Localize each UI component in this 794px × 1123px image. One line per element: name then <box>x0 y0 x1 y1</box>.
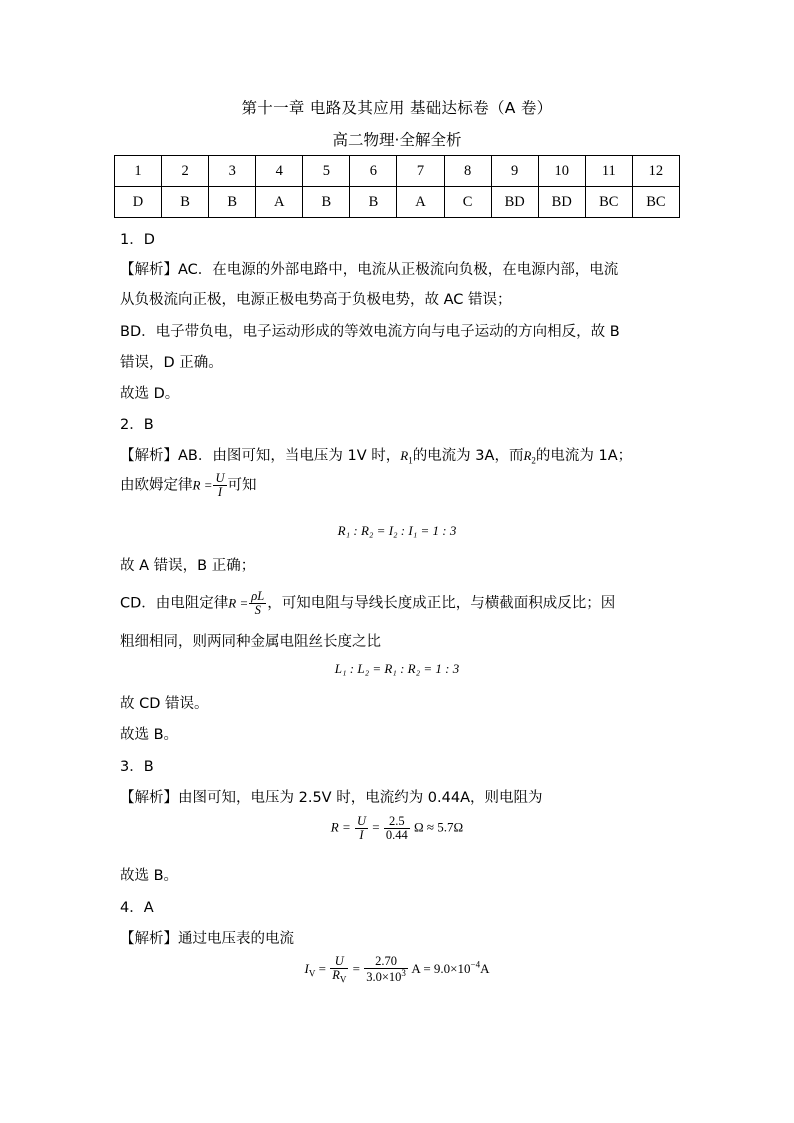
q4-eq-rhs-unit: A <box>480 961 490 977</box>
question-number-cell: 5 <box>303 156 350 187</box>
q2-paragraph-3: 故 A 错误，B 正确； <box>120 558 256 574</box>
q4-eq-denominator-1 <box>330 969 348 985</box>
q3-eq-equals: = <box>372 819 380 835</box>
q2-paragraph-6: 故 CD 错误。 <box>120 696 209 712</box>
answer-cell: B <box>162 187 209 218</box>
page-subtitle: 高二物理·全解全析 <box>332 131 462 149</box>
q2-p2-text-a: 由欧姆定律 <box>120 477 193 494</box>
q2-heading: 2．B <box>120 417 154 433</box>
q2-r1-letter: R <box>400 448 409 463</box>
q2-resistivity-denominator: S <box>254 603 261 618</box>
q2-r2-letter: R <box>523 448 532 463</box>
q2-ohm-numerator: U <box>215 471 225 485</box>
q2-r2-symbol <box>523 448 536 466</box>
q4-eq-denominator-1-letter: R <box>332 968 340 983</box>
q3-heading: 3．B <box>120 759 154 775</box>
answer-cell: B <box>350 187 397 218</box>
question-number-cell: 2 <box>162 156 209 187</box>
question-number-cell: 3 <box>209 156 256 187</box>
q3-eq-denominator-1: I <box>359 828 364 843</box>
q4-eq-denominator-1-subscript: V <box>339 974 347 985</box>
q2-paragraph-4 <box>120 590 615 617</box>
q2-paragraph-1 <box>120 444 632 466</box>
q3-equation <box>0 815 794 842</box>
question-number-cell: 9 <box>491 156 538 187</box>
answer-table-number-row <box>115 156 680 187</box>
q4-eq-fraction-1 <box>330 955 348 985</box>
answer-cell: BC <box>632 187 679 218</box>
answer-cell: BD <box>491 187 538 218</box>
answer-cell: C <box>444 187 491 218</box>
q1-paragraph-4: 错误，D 正确。 <box>120 355 223 371</box>
q4-eq-lhs <box>304 961 316 979</box>
q3-eq-fraction-2 <box>384 815 410 842</box>
q3-eq-numerator-1: U <box>357 814 367 828</box>
answer-table-answer-row <box>115 187 680 218</box>
q2-r2-subscript: 2 <box>531 455 536 466</box>
q4-eq-fraction-2 <box>364 955 408 984</box>
q2-p4-text-a: CD．由电阻定律 <box>120 595 229 612</box>
question-number-cell: 4 <box>256 156 303 187</box>
q2-paragraph-5: 粗细相同，则两同种金属电阻丝长度之比 <box>120 634 381 650</box>
page-title: 第十一章 电路及其应用 基础达标卷（A 卷） <box>241 99 553 117</box>
q4-equation <box>0 955 794 985</box>
q2-resistivity-fraction <box>249 590 266 617</box>
q4-eq-denominator-2-exponent: 3 <box>401 968 406 979</box>
q1-paragraph-3: BD．电子带负电，电子运动形成的等效电流方向与电子运动的方向相反，故 B <box>120 324 620 340</box>
q1-paragraph-2: 从负极流向正极，电源正极电势高于负极电势，故 AC 错误； <box>120 292 512 308</box>
q3-eq-fraction-1 <box>355 815 368 842</box>
q2-equation-2: L₁ : L₂ = R₁ : R₂ = 1 : 3 <box>334 661 460 676</box>
q2-p1-text-b: 的电流为 3A，而 <box>412 448 524 464</box>
question-number-cell: 6 <box>350 156 397 187</box>
q2-p1-text-a: 【解析】AB．由图可知，当电压为 1V 时， <box>120 448 401 464</box>
q3-paragraph-1: 【解析】由图可知，电压为 2.5V 时，电流约为 0.44A，则电阻为 <box>120 790 543 806</box>
q4-eq-denominator-2 <box>364 969 408 984</box>
q2-ohm-fraction <box>213 472 226 499</box>
q1-conclusion: 故选 D。 <box>120 386 180 402</box>
question-number-cell: 10 <box>538 156 585 187</box>
q2-r1-subscript: 1 <box>408 455 413 466</box>
q2-p2-text-b: 可知 <box>227 477 257 494</box>
q1-heading: 1．D <box>120 232 155 248</box>
question-number-cell: 8 <box>444 156 491 187</box>
q2-paragraph-2 <box>120 472 257 499</box>
q3-conclusion: 故选 B。 <box>120 868 179 884</box>
answer-cell: B <box>303 187 350 218</box>
q2-r1-symbol <box>400 448 413 466</box>
q3-eq-lhs: R = <box>330 819 351 835</box>
q4-eq-lhs-letter: I <box>304 961 309 977</box>
q4-eq-lhs-subscript: V <box>308 968 316 979</box>
q2-ohm-denominator: I <box>217 485 223 500</box>
q2-p4-text-b: ，可知电阻与导线长度成正比，与横截面积成反比；因 <box>267 595 616 612</box>
q4-eq-rhs-exponent: −4 <box>470 959 481 970</box>
answer-cell: A <box>397 187 444 218</box>
question-number-cell: 7 <box>397 156 444 187</box>
question-number-cell: 11 <box>585 156 632 187</box>
q2-ohm-lhs: R = <box>192 477 213 493</box>
q2-p1-text-c: 的电流为 1A； <box>535 448 633 464</box>
q2-resistivity-numerator: ρL <box>251 589 265 603</box>
answer-cell: BC <box>585 187 632 218</box>
question-number-cell: 1 <box>115 156 162 187</box>
q2-resistivity-lhs: R = <box>228 595 249 611</box>
q3-eq-rhs: Ω ≈ 5.7Ω <box>414 819 464 835</box>
q3-eq-numerator-2: 2.5 <box>384 815 410 829</box>
answer-table <box>114 155 680 218</box>
q2-equation-1: R₁ : R₂ = I₂ : I₁ = 1 : 3 <box>337 523 457 538</box>
answer-cell: A <box>256 187 303 218</box>
q1-paragraph-1: 【解析】AC．在电源的外部电路中，电流从正极流向负极，在电源内部，电流 <box>120 262 619 278</box>
q3-eq-denominator-2: 0.44 <box>385 828 408 843</box>
q4-eq-denominator-2-base: 3.0×10 <box>366 970 402 985</box>
q4-eq-numerator-2: 2.70 <box>364 955 408 969</box>
q4-heading: 4．A <box>120 900 154 916</box>
q2-conclusion: 故选 B。 <box>120 727 179 743</box>
answer-cell: B <box>209 187 256 218</box>
q4-eq-numerator-1: U <box>330 955 348 969</box>
q4-paragraph-1: 【解析】通过电压表的电流 <box>120 931 294 947</box>
question-number-cell: 12 <box>632 156 679 187</box>
q4-eq-equals-1: = <box>318 961 326 977</box>
answer-cell: BD <box>538 187 585 218</box>
q4-eq-rhs <box>411 961 489 976</box>
q4-eq-equals-2: = <box>352 961 360 977</box>
q4-eq-rhs-base: A = 9.0×10 <box>411 961 471 977</box>
answer-cell: D <box>115 187 162 218</box>
